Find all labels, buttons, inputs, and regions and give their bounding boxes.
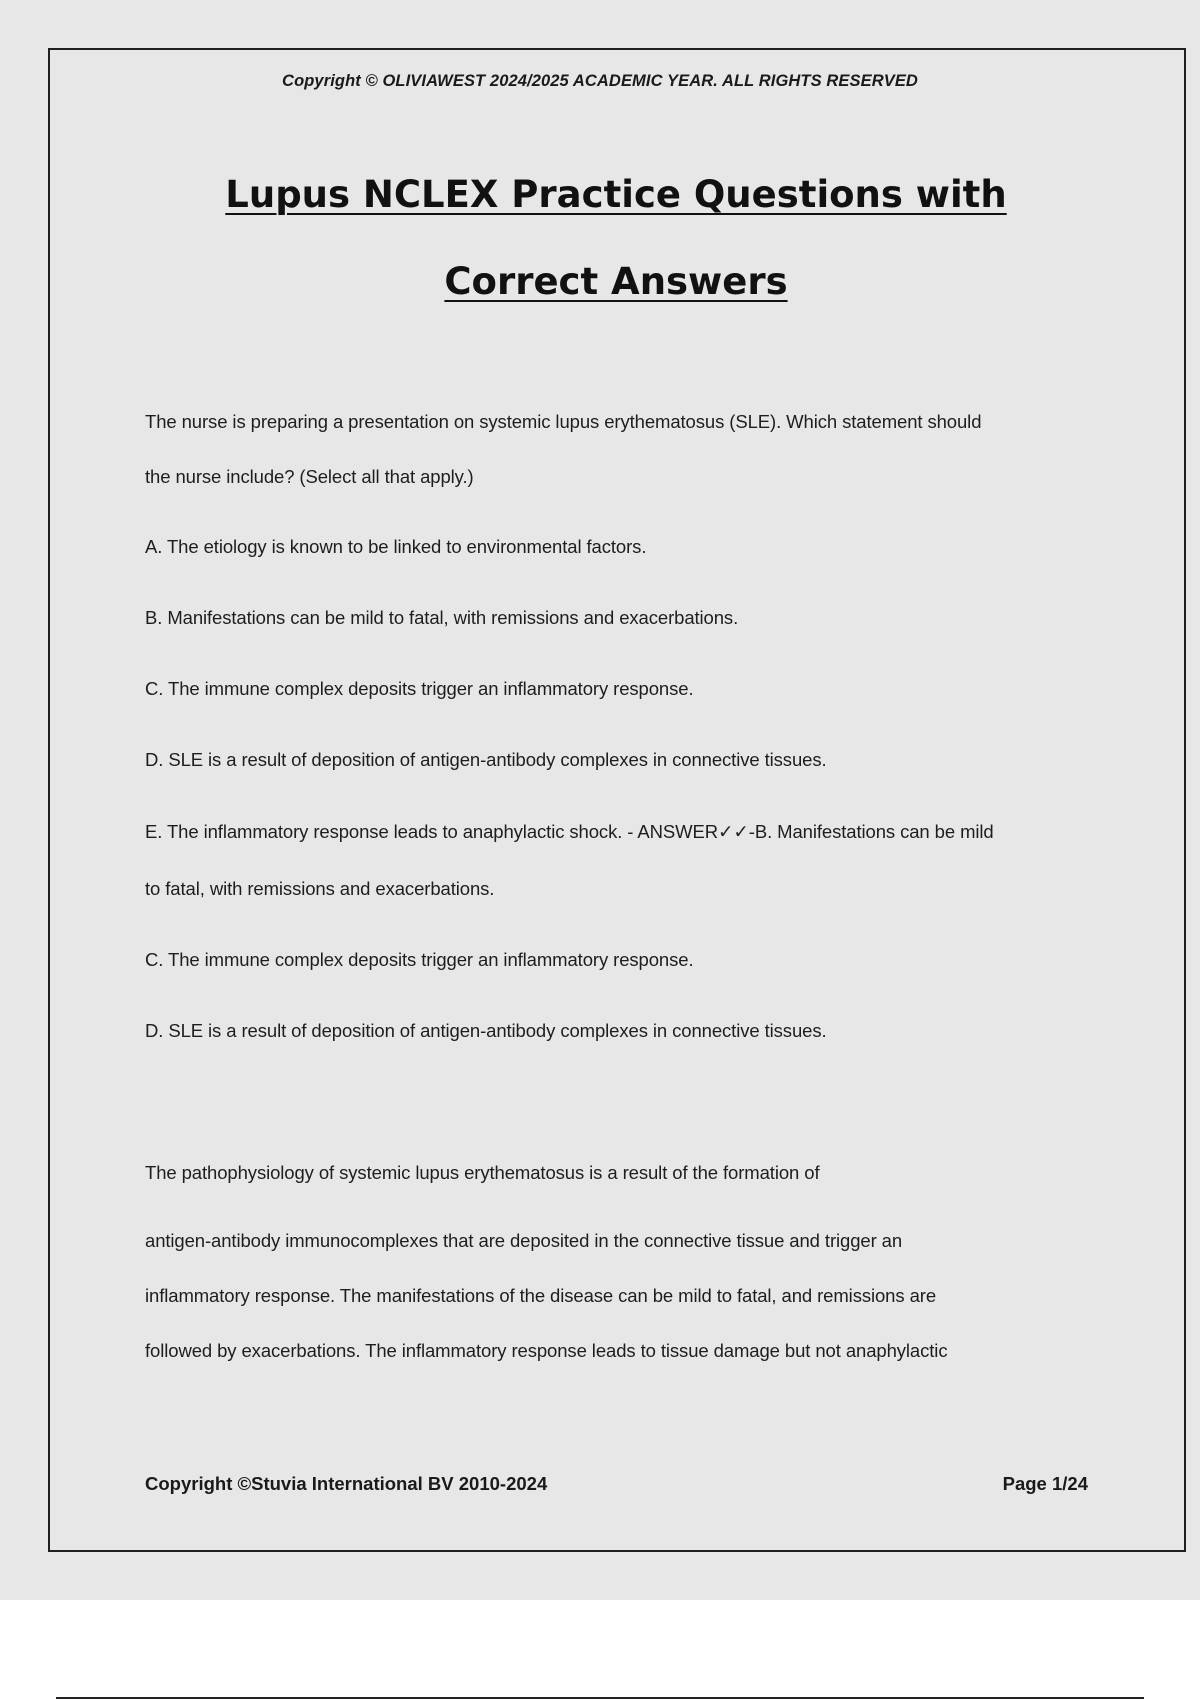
bottom-divider [56, 1697, 1144, 1699]
option-c: C. The immune complex deposits trigger an inflammatory response. [145, 678, 694, 699]
option-a: A. The etiology is known to be linked to environmental factors. [145, 536, 647, 557]
page-number: Page 1/24 [1002, 1473, 1088, 1494]
rationale-line-3: inflammatory response. The manifestations of the disease can be mild to fatal, and remissions are [145, 1285, 937, 1306]
rationale-line-4: followed by exacerbations. The inflammatory response leads to tissue damage but not anaphylactic [145, 1340, 948, 1361]
option-e-with-answer-line-1: E. The inflammatory response leads to anaphylactic shock. - ANSWER✓✓-B. Manifestations can be mild [145, 821, 994, 842]
page-title-line-1: Lupus NCLEX Practice Questions with [225, 173, 1007, 216]
answer-option-c: C. The immune complex deposits trigger an inflammatory response. [145, 949, 694, 970]
rationale-line-1: The pathophysiology of systemic lupus erythematosus is a result of the formation of [145, 1162, 820, 1183]
header-copyright: Copyright © OLIVIAWEST 2024/2025 ACADEMIC YEAR. ALL RIGHTS RESERVED [282, 72, 918, 90]
option-e-with-answer-line-2: to fatal, with remissions and exacerbations. [145, 878, 495, 899]
option-b: B. Manifestations can be mild to fatal, with remissions and exacerbations. [145, 607, 739, 628]
rationale-line-2: antigen-antibody immunocomplexes that are deposited in the connective tissue and trigger an [145, 1230, 903, 1251]
question-stem-line-1: The nurse is preparing a presentation on systemic lupus erythematosus (SLE). Which statement should [145, 411, 982, 432]
question-stem-line-2: the nurse include? (Select all that apply.) [145, 466, 474, 487]
page-title-line-2: Correct Answers [444, 260, 788, 303]
answer-option-d: D. SLE is a result of deposition of antigen-antibody complexes in connective tissues. [145, 1020, 827, 1041]
footer-copyright: Copyright ©Stuvia International BV 2010-2024 [145, 1473, 548, 1494]
option-d: D. SLE is a result of deposition of antigen-antibody complexes in connective tissues. [145, 749, 827, 770]
